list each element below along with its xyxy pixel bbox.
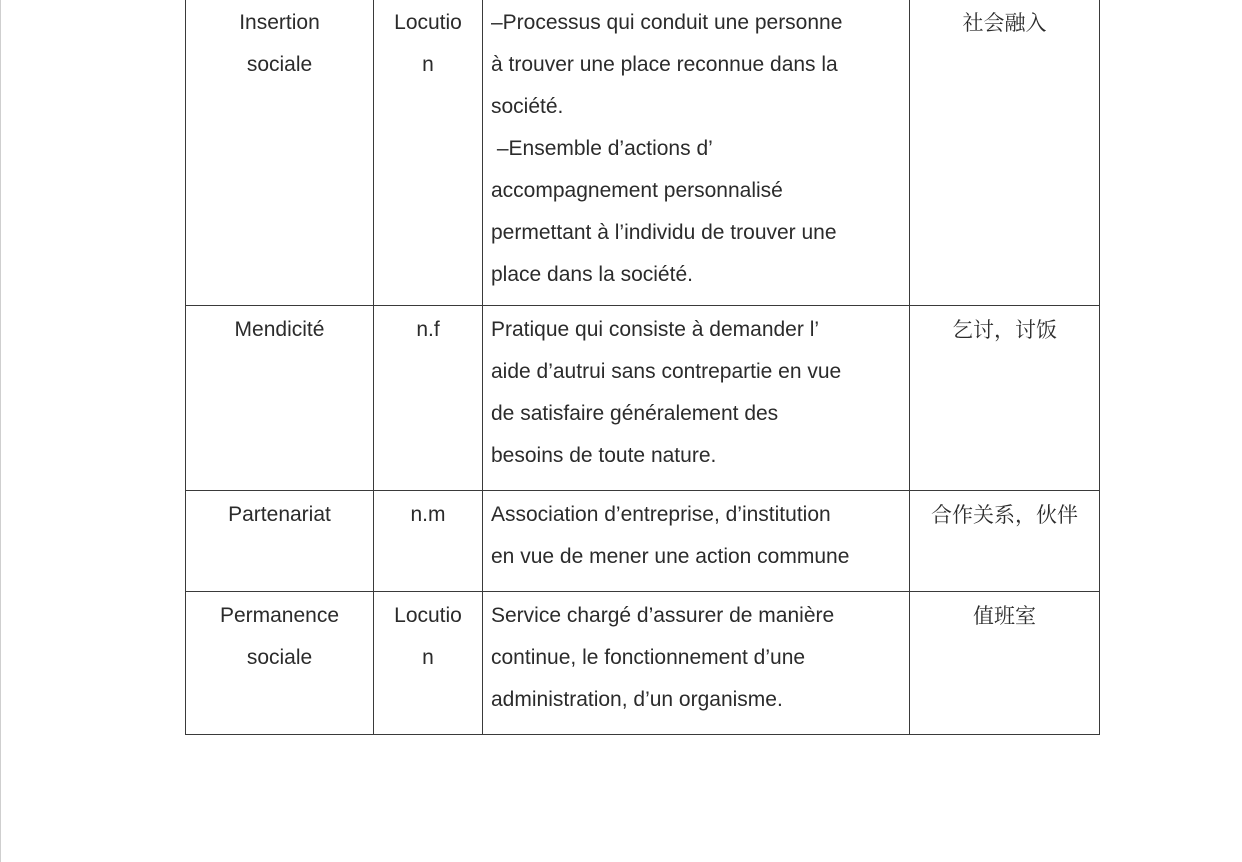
definition-line: à trouver une place reconnue dans la	[491, 53, 838, 76]
definition-line: permettant à l’individu de trouver une	[491, 221, 837, 244]
term-cell	[186, 491, 374, 592]
term-text: Partenariat	[228, 503, 331, 526]
term-text: Mendicité	[234, 318, 325, 341]
part-of-speech-text: n	[422, 646, 434, 669]
table-row	[186, 491, 1100, 592]
definition-line: Pratique qui consiste à demander l’	[491, 318, 820, 341]
chinese-translation: 合作关系，伙伴	[931, 503, 1078, 527]
chinese-translation: 乞讨，讨饭	[952, 318, 1057, 342]
part-of-speech-text: Locutio	[394, 11, 462, 34]
definition-cell	[483, 592, 910, 735]
part-of-speech-cell	[374, 491, 483, 592]
chinese-translation-cell	[910, 306, 1100, 491]
definition-cell	[483, 0, 910, 306]
definition-line: continue, le fonctionnement d’une	[491, 646, 806, 669]
table-row	[186, 306, 1100, 491]
term-cell	[186, 592, 374, 735]
definition-line: en vue de mener une action commune	[491, 545, 850, 568]
definition-cell	[483, 491, 910, 592]
chinese-translation-cell	[910, 0, 1100, 306]
part-of-speech-text: n.f	[416, 318, 440, 341]
table-row	[186, 0, 1100, 306]
term-text: sociale	[246, 53, 313, 76]
definition-line: place dans la société.	[491, 263, 693, 286]
definition-line: société.	[491, 95, 564, 118]
definition-line: besoins de toute nature.	[491, 444, 717, 467]
definition-line: accompagnement personnalisé	[491, 179, 783, 202]
term-cell	[186, 306, 374, 491]
part-of-speech-text: n.m	[410, 503, 446, 526]
chinese-translation-cell	[910, 491, 1100, 592]
chinese-translation: 值班室	[973, 604, 1036, 628]
glossary-table	[185, 0, 1100, 735]
definition-line: Service chargé d’assurer de manière	[491, 604, 835, 627]
definition-line: –Processus qui conduit une personne	[491, 11, 843, 34]
chinese-translation: 社会融入	[962, 11, 1047, 35]
part-of-speech-cell	[374, 306, 483, 491]
part-of-speech-text: Locutio	[394, 604, 462, 627]
table-row	[186, 592, 1100, 735]
part-of-speech-cell	[374, 0, 483, 306]
definition-line: –Ensemble d’actions d’	[491, 137, 713, 160]
term-text: Permanence	[219, 604, 340, 627]
term-text: sociale	[246, 646, 313, 669]
term-cell	[186, 0, 374, 306]
part-of-speech-text: n	[422, 53, 434, 76]
definition-line: aide d’autrui sans contrepartie en vue	[491, 360, 842, 383]
page-left-edge	[0, 0, 1, 862]
term-text: Insertion	[239, 11, 320, 34]
chinese-translation-cell	[910, 592, 1100, 735]
definition-line: Association d’entreprise, d’institution	[491, 503, 831, 526]
part-of-speech-cell	[374, 592, 483, 735]
definition-cell	[483, 306, 910, 491]
definition-line: de satisfaire généralement des	[491, 402, 779, 425]
definition-line: administration, d’un organisme.	[491, 688, 783, 711]
